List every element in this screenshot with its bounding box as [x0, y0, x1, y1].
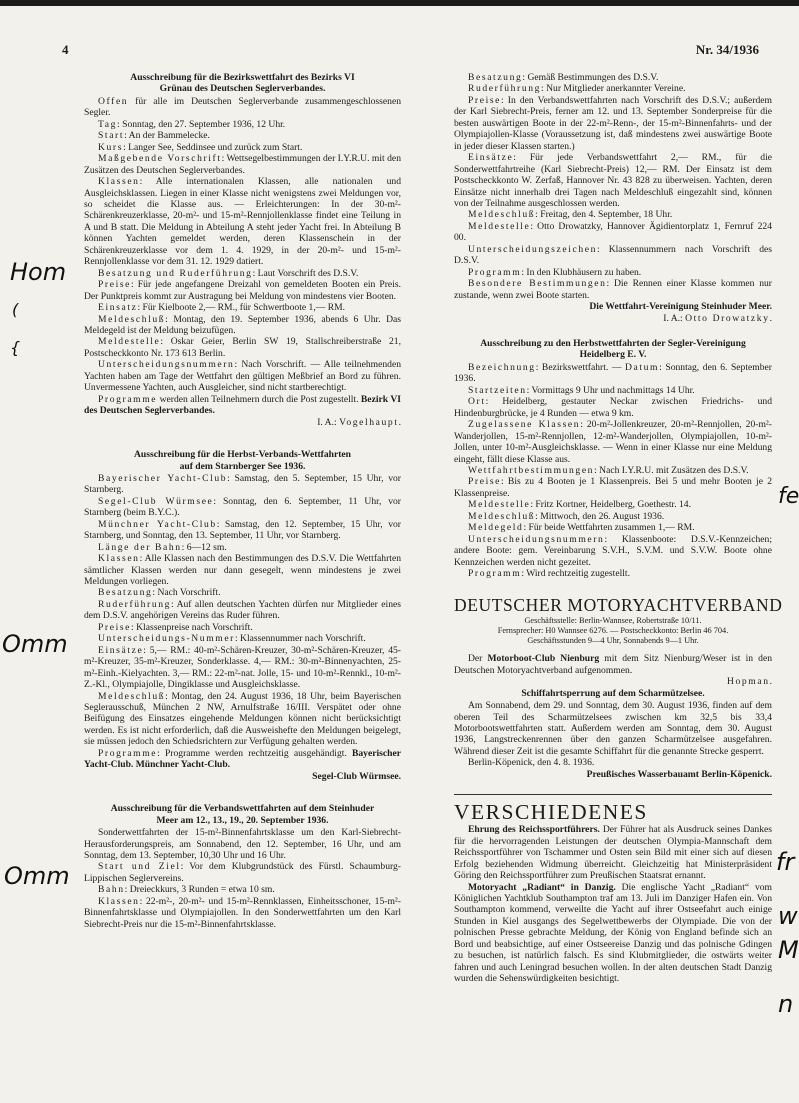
- notice-paragraph: Offen für alle im Deutschen Seglerverbande zusammengeschlossenen Segler.: [84, 95, 401, 119]
- notice-paragraph: Einsätze: 5,— RM.: 40-m²-Schären-Kreuzer, 30-m²-Schären-Kreuzer, 45-m²-Kreuzer, 35-m²-Kreuzer, Sonderklasse. 4,— RM.: 30-m²-Binnenyachten, 25-m²-Einh.-Kielyachten. 3,— RM.: 22-m²-nat. Jolle, 15- und 10-m²-Rennkl., 10-m²-Z.-Kl., Olympiajolle, Dingiklasse und Ausgleichsklasse.: [84, 644, 401, 691]
- motoryacht-address: Geschäftsstelle: Berlin-Wannsee, Robertstraße 10/11. Fernsprecher: H0 Wannsee 6276. — Postscheckkonto: Berlin 46 704. Geschäftsstunden 9—4 Uhr, Sonnabends 9—1 Uhr.: [497, 616, 729, 645]
- notice-title: Schiffahrtsperrung auf dem Scharmützelsee.: [521, 687, 705, 699]
- handwritten-mark: Hom: [10, 258, 67, 286]
- notice-paragraph: Wettfahrtbestimmungen: Nach I.Y.R.U. mit Zusätzen des D.S.V.: [468, 464, 749, 476]
- notice-paragraph: Programm: In den Klubhäusern zu haben.: [468, 266, 642, 278]
- notice-paragraph: Start: An der Bammelecke.: [98, 130, 210, 142]
- notice-paragraph: Unterscheidungsnummern: Nach Vorschrift. — Alle teilnehmenden Yachten haben am Tage der Wettfahrt den gültigen Meßbrief an Bord zu führen. Unvermessene Yachten, auch Ausgleicher, sind nicht startberechtigt.: [84, 359, 401, 394]
- spacer: [84, 428, 401, 449]
- notice-paragraph: Besatzung: Gemäß Bestimmungen des D.S.V.: [468, 72, 659, 83]
- notice-paragraph: Ort: Heidelberg, gestauter Neckar zwischen Friedrichs- und Hindenburgbrücke, je 4 Runden — etwa 9 km.: [454, 396, 772, 419]
- spacer: [84, 782, 401, 803]
- notice-paragraph: Meldeschluß: Montag, den 24. August 1936, 18 Uhr, beim Bayerischen Seglerausschuß, München 2 NW, Arnulfstraße 16/III. Verspätet oder ohne Beifügung des Einsatzes eingehende Meldungen können nicht berücksichtigt werden. Es ist nicht erforderlich, daß die Ausweishefte den Meldungen beigelegt, sie müssen jedoch den Schiedsrichtern zur Verfügung gehalten werden.: [84, 690, 401, 748]
- section-rule: [454, 794, 772, 795]
- notice-paragraph: Bayerischer Yacht-Club: Samstag, den 5. September, 15 Uhr, vor Starnberg.: [84, 472, 401, 496]
- notice-paragraph: Start und Ziel: Vor dem Klubgrundstück des Fürstl. Schaumburg-Lippischen Seglervereins.: [84, 861, 402, 884]
- notice-paragraph: Der Motorboot-Club Nienburg mit dem Sitz Nienburg/Weser ist in den Deutschen Motoryachtverband aufgenommen.: [454, 653, 772, 676]
- notice-paragraph: Maßgebende Vorschrift: Wettsegelbestimmungen der I.Y.R.U. mit den Zusätzen des Deutschen Seglerverbandes.: [84, 153, 401, 176]
- notice-paragraph: Preise: Bis zu 4 Booten je 1 Klassenpreis. Bei 5 und mehr Booten je 2 Klassenpreise.: [454, 476, 772, 499]
- verschiedenes-heading: VERSCHIEDENES: [454, 800, 648, 825]
- right-announcements: [454, 72, 772, 579]
- notice-paragraph: Meldestelle: Oskar Geier, Berlin SW 19, Stallschreiberstraße 21, Postscheckkonto Nr. 173 613 Berlin.: [84, 336, 401, 359]
- notice-title: Ausschreibung für die Bezirkswettfahrt des Bezirks VI Grünau des Deutschen Seglerverbandes.: [130, 72, 355, 95]
- notice-paragraph: Startzeiten: Vormittags 9 Uhr und nachmittags 14 Uhr.: [468, 384, 695, 396]
- notice-signature: Die Wettfahrt-Vereinigung Steinhuder Meer.: [589, 301, 772, 313]
- handwritten-mark: w: [778, 902, 798, 930]
- notice-paragraph: Segel-Club Würmsee: Sonntag, den 6. September, 11 Uhr, vor Starnberg (beim B.Y.C.).: [84, 495, 401, 519]
- handwritten-mark: M: [778, 936, 799, 964]
- notice-paragraph: Programm: Wird rechtzeitig zugestellt.: [468, 568, 630, 580]
- notice-signature: Hopman.: [726, 676, 772, 688]
- notice-paragraph: Einsätze: Für jede Verbandswettfahrt 2,— RM., für die Sonderwettfahrtreihe (Karl Siebrecht-Preis) 12,— RM. Der Einsatz ist dem Postscheckkonto W. Zerfaß, Hannover Nr. 43 828 zu überweisen. Yachten, deren Einsätze nicht innerhalb drei Tagen nach Meldeschluß eingezahlt sind, können von der Teilnahme ausgeschlossen werden.: [454, 152, 772, 209]
- notice-paragraph: Meldeschluß: Montag, den 19. September 1936, abends 6 Uhr. Das Meldegeld ist der Meldung beizufügen.: [84, 313, 401, 336]
- notice-paragraph: Am Sonnabend, dem 29. und Sonntag, dem 30. August 1936, finden auf dem oberen Teil des Scharmützelsees zwischen km 32,5 bis 33,4 Motorbootswettfahrten statt. Außerdem werden am Sonntag, dem 30. August 1936, Langstreckenrennen über den ganzen Scharmützelsee ausgefahren. Während dieser Zeit ist die gesamte Schiffahrt für die genannte Strecke gesperrt.: [454, 700, 772, 757]
- notice-paragraph: Einsatz: Für Kielboote 2,— RM., für Schwertboote 1,— RM.: [98, 302, 346, 314]
- notice-paragraph: Unterscheidungs-Nummer: Klassennummer nach Vorschrift.: [98, 633, 366, 645]
- notice-title: Ausschreibung zu den Herbstwettfahrten der Segler-Vereinigung Heidelberg E. V.: [480, 337, 746, 361]
- notice-paragraph: Meldestelle: Otto Drowatzky, Hannover Ägidientorplatz 1, Fernruf 224 00.: [454, 220, 772, 244]
- notice-paragraph: Meldeschluß: Mittwoch, den 26. August 1936.: [468, 510, 665, 522]
- notice-paragraph: Sonderwettfahrten der 15-m²-Binnenfahrtsklasse um den Karl-Siebrecht-Herausforderungspreis, am Sonnabend, den 12. September, 16 Uhr, und am Sonntag, dem 13. September, 10,30 Uhr und 16 Uhr.: [84, 827, 401, 861]
- notice-paragraph: Besatzung: Nach Vorschrift.: [98, 587, 221, 599]
- notice-paragraph: Bezeichnung: Bezirkswettfahrt. — Datum: Sonntag, den 6. September 1936.: [454, 361, 772, 385]
- notice-signature: Segel-Club Würmsee.: [312, 770, 401, 782]
- handwritten-mark: {: [10, 338, 21, 357]
- handwritten-mark: n: [778, 990, 794, 1018]
- notice-paragraph: Münchner Yacht-Club: Samstag, den 12. September, 15 Uhr, vor Starnberg, und Sonntag, den 13. September, 11 Uhr, vor Starnberg.: [84, 518, 401, 542]
- notice-paragraph: Klassen: 22-m²-, 20-m²- und 15-m²-Rennklassen, Einheitsschoner, 15-m²-Binnenfahrtsklasse und Olympiajollen. In den Sonderwettfahrten um den Karl Siebrecht-Preis nur die 15-m²-Binnenfahrtsklasse.: [84, 895, 401, 930]
- notice-paragraph: Preise: In den Verbandswettfahrten nach Vorschrift des D.S.V.; außerdem der Karl Siebrecht-Preis, ferner am 12. und 13. September Sonderpreise für die besten auswärtigen Boote in der 22-m²-Renn-, der 15-m²-Binnenfahrts- und der Olympiajollen-Klasse (Voraussetzung ist, daß mindestens zwei auswärtige Boote in jeder dieser Klassen starten.): [454, 94, 772, 152]
- notice-paragraph: Bahn: Dreieckkurs, 3 Runden = etwa 10 sm.: [98, 884, 275, 896]
- verschiedenes-notices: [454, 824, 772, 984]
- notice-paragraph: Programme werden allen Teilnehmern durch die Post zugestellt. Bezirk VI des Deutschen Seglerverbandes.: [84, 393, 401, 417]
- notice-paragraph: Preise: Für jede angefangene Dreizahl von gemeldeten Booten ein Preis. Der Punktpreis kommt zur Austragung bei Meldung von mindestens vier Booten.: [84, 279, 401, 302]
- handwritten-mark: Omm: [4, 862, 70, 890]
- handwritten-mark: (: [12, 300, 19, 319]
- notice-paragraph: Länge der Bahn: 6—12 sm.: [98, 541, 227, 553]
- notice-signature: I. A.: Otto Drowatzky.: [663, 312, 772, 324]
- notice-paragraph: Besatzung und Ruderführung: Laut Vorschrift des D.S.V.: [98, 267, 359, 279]
- notice-paragraph: Meldeschluß: Freitag, den 4. September, 18 Uhr.: [468, 209, 673, 221]
- page-number: 4: [62, 42, 69, 57]
- notice-paragraph: Tag: Sonntag, den 27. September 1936, 12 Uhr.: [98, 118, 286, 130]
- notice-paragraph: Ruderführung: Nur Mitglieder anerkannter Vereine.: [468, 83, 686, 95]
- top-edge-bar: [0, 0, 799, 6]
- spacer: [454, 324, 772, 338]
- notice-paragraph: Unterscheidungsnummern: Klassenboote: D.S.V.-Kennzeichen; andere Boote: gem. Vereinbarung S.V.H., S.V.M. und S.V.W. Boote ohne Kennzeichen werden nicht gezeitet.: [454, 533, 772, 568]
- notice-title: Ausschreibung für die Herbst-Verbands-Wettfahrten auf dem Starnberger See 1936.: [133, 449, 352, 472]
- notice-paragraph: Motoryacht „Radiant“ in Danzig. Die englische Yacht „Radiant“ vom Königlichen Yachtklub Southampton traf am 13. Juli im Danziger Hafen ein. Von Southampton kommend, verweilte die Yacht auf ihrer Ostseefahrt auch einige Stunden in Kiel ausgangs des Segelwettbewerbs der Olympiade. Die von der polnischen Presse gebrachte Meldung, der König von England befinde sich an Bord und beabsichtige, auf einer Ostseereise Danzig und das polnische Gdingen zu besuchen, ist natürlich falsch. Es sind Klubmitglieder, die ostwärts weiter fahren und auch Leningrad besuchen wollen. In der alten deutschen Stadt Danzig wurden die Sehenswürdigkeiten besichtigt.: [454, 881, 773, 985]
- right-column: [454, 72, 783, 985]
- notice-paragraph: Zugelassene Klassen: 20-m²-Jollenkreuzer, 20-m²-Rennjollen, 20-m²-Wanderjollen, 15-m²-Rennjollen, 12-m²-Wanderjollen, Olympiajollen, 10-m²-Jollen, unter 10-m²-Ausgleichsklasse. — Wenn in einer Klasse nur eine Meldung eingeht, fällt diese Klasse aus.: [454, 419, 772, 465]
- notice-paragraph: Kurs: Langer See, Seddinsee und zurück zum Start.: [98, 141, 303, 153]
- notice-paragraph: Klassen: Alle internationalen Klassen, alle nationalen und Ausgleichsklassen. Liegen in einer Klasse nicht wenigstens zwei Meldungen vor, so scheidet die Klasse aus. — Erleichterungen: In der 30-m²-Schärenkreuzerklasse, 20-m²- und 15-m²-Rennjollenklasse findet eine Teilung in A und B statt. Die Meldung in Abteilung A steht jeder Yacht frei. In Abteilung B können Yachten gemeldet werden, deren Klassenschein in der Schärenkreuzerklasse vor dem 1. 4. 1929, in der 20-m²- und 15-m²-Rennjollenklasse vor dem 31. 12. 1929 datiert.: [84, 176, 401, 268]
- handwritten-mark: fe: [778, 484, 799, 509]
- issue-number: Nr. 34/1936: [695, 42, 759, 57]
- handwritten-mark: fr: [776, 848, 795, 876]
- notice-paragraph: Meldegeld: Für beide Wettfahrten zusammen 1,— RM.: [468, 522, 695, 534]
- notice-signature: Preußisches Wasserbauamt Berlin-Köpenick.: [586, 768, 772, 780]
- motoryacht-heading: DEUTSCHER MOTORYACHTVERBAND: [454, 595, 783, 616]
- notice-paragraph: Berlin-Köpenick, den 4. 8. 1936.: [468, 757, 595, 769]
- notice-paragraph: Klassen: Alle Klassen nach den Bestimmungen des D.S.V. Die Wettfahrten sämtlicher Klassen werden nur dann gesegelt, wenn mindestens je zwei Meldungen vorliegen.: [84, 553, 401, 588]
- notice-paragraph: Ruderführung: Auf allen deutschen Yachten dürfen nur Mitglieder eines dem D.S.V. angehörigen Vereins das Ruder führen.: [84, 598, 401, 622]
- notice-title: Ausschreibung für die Verbandswettfahrten auf dem Steinhuder Meer am 12., 13., 19., 20. September 1936.: [110, 803, 375, 826]
- notice-signature: I. A.: Vogelhaupt.: [317, 416, 401, 428]
- handwritten-mark: Omm: [2, 630, 68, 658]
- notice-paragraph: Besondere Bestimmungen: Die Rennen einer Klasse kommen nur zustande, wenn zwei Boote starten.: [454, 278, 773, 301]
- notice-paragraph: Ehrung des Reichssportführers. Der Führer hat als Ausdruck seines Dankes für die hervorragenden Leistungen der deutschen Olympia-Mannschaft dem Reichssportführer von Tschammer und Osten sein Bild mit einer sich auf diesen Erfolg beziehenden Widmung überreicht. Gleichzeitig hat Ministerpräsident Göring den Reichssportführer zum Preußischen Staatsrat ernannt.: [454, 824, 772, 882]
- notice-paragraph: Programme: Programme werden rechtzeitig ausgehändigt. Bayerischer Yacht-Club. Münchner Yacht-Club.: [84, 747, 401, 771]
- notice-paragraph: Unterscheidungszeichen: Klassennummern nach Vorschrift des D.S.V.: [454, 243, 772, 267]
- notice-paragraph: Preise: Klassenpreise nach Vorschrift.: [98, 621, 253, 633]
- left-column: [84, 72, 401, 930]
- motoryacht-notices: [454, 653, 772, 780]
- notice-paragraph: Meldestelle: Fritz Kortner, Heidelberg, Goethestr. 14.: [468, 499, 691, 511]
